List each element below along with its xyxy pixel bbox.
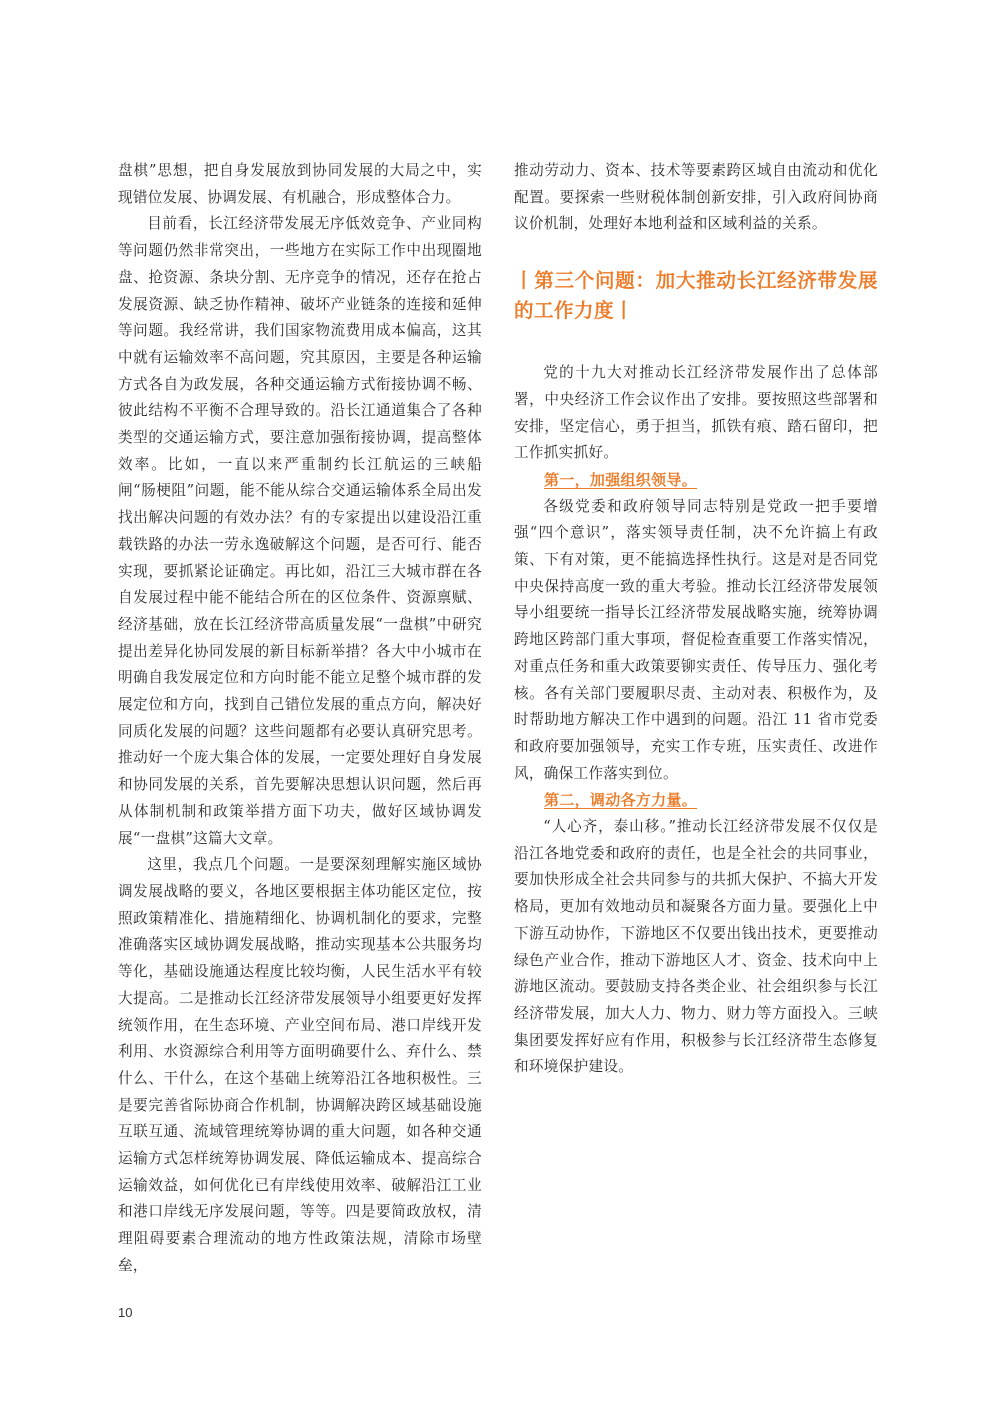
paragraph-leadership: 各级党委和政府领导同志特别是党政一把手要增强“四个意识”，落实领导责任制，决不允许搞上有政策、下有对策，更不能搞选择性执行。这是对是否同党中央保持高度一致的重大考验。推动长江经济带发展领导小组要统一指导长江经济带发展战略实施，统筹协调跨地区跨部门重大事项，督促检查重要工作落实情况，对重点任务和重大政策要铆实责任、传导压力、强化考核。各有关部门要履职尽责、主动对表、积极作为，及时帮助地方解决工作中遇到的问题。沿江 11 省市党委和政府要加强领导，充实工作专班，压实责任、改进作风，确保工作落实到位。 xyxy=(514,497,878,782)
paragraph-current-problems: 目前看，长江经济带发展无序低效竞争、产业同构等问题仍然非常突出，一些地方在实际工作中出现圈地盘、抢资源、条块分割、无序竞争的情况，还存在抢占发展资源、缺乏协作精神、破坏产业链条的连接和延伸等问题。我经常讲，我们国家物流费用成本偏高，这其中就有运输效率不高问题，究其原因，主要是各种运输方式各自为政发展，各种交通运输方式衔接协调不畅、彼此结构不平衡不合理导致的。沿长江通道集合了各种类型的交通运输方式，要注意加强衔接协调，提高整体效率。比如，一直以来严重制约长江航运的三峡船闸“肠梗阻”问题，能不能从综合交通运输体系全局出发找出解决问题的有效办法？有的专家提出以建设沿江重载铁路的办法一劳永逸破解这个问题，是否可行、能否实现，要抓紧论证确定。再比如，沿江三大城市群在各自发展过程中能不能结合所在的区位条件、资源禀赋、经济基础，放在长江经济带高质量发展“一盘棋”中研究提出差异化协同发展的新目标新举措？各大中小城市在明确自我发展定位和方向时能不能立足整个城市群的发展定位和方向，找到自己错位发展的重点方向，解决好同质化发展的问题？这些问题都有必要认真研究思考。推动好一个庞大集合体的发展，一定要处理好自身发展和协同发展的关系，首先要解决思想认识问题，然后再从体制机制和政策举措方面下功夫，做好区域协调发展“一盘棋”这篇大文章。 xyxy=(118,215,482,847)
section-heading-third-problem: 丨第三个问题：加大推动长江经济带发展的工作力度丨 xyxy=(514,269,878,323)
paragraph-mobilize: “人心齐，泰山移。”推动长江经济带发展不仅仅是沿江各地党委和政府的责任，也是全社会的共同事业，要加快形成全社会共同参与的共抓大保护、不搞大开发格局，更加有效地动员和凝聚各方面力量。要强化上中下游互动协作，下游地区不仅要出钱出技术，更要推动绿色产业合作，推动下游地区人才、资金、技术向中上游地区流动。要鼓励支持各类企业、社会组织参与长江经济带发展，加大人力、物力、财力等方面投入。三峡集团要发挥好应有作用，积极参与长江经济带生态修复和环境保护建设。 xyxy=(514,818,878,1076)
left-column xyxy=(118,158,482,1280)
paragraph-continuation: 盘棋”思想，把自身发展放到协同发展的大局之中，实现错位发展、协调发展、有机融合，形成整体合力。 xyxy=(118,162,482,206)
page-number: 10 xyxy=(118,1305,133,1320)
paragraph-deployment: 党的十九大对推动长江经济带发展作出了总体部署，中央经济工作会议作出了安排。要按照这些部署和安排，坚定信心，勇于担当，抓铁有痕、踏石留印，把工作抓实抓好。 xyxy=(514,364,878,462)
subheading-leadership: 第一，加强组织领导。 xyxy=(544,470,698,489)
subheading-mobilize: 第二，调动各方力量。 xyxy=(544,791,698,810)
paragraph-continuation-right: 推动劳动力、资本、技术等要素跨区域自由流动和优化配置。要探索一些财税体制创新安排，引入政府间协商议价机制，处理好本地利益和区域利益的关系。 xyxy=(514,162,878,233)
paragraph-several-issues: 这里，我点几个问题。一是要深刻理解实施区域协调发展战略的要义，各地区要根据主体功能区定位，按照政策精准化、措施精细化、协调机制化的要求，完整准确落实区域协调发展战略，推动实现基本公共服务均等化，基础设施通达程度比较均衡，人民生活水平有较大提高。二是推动长江经济带发展领导小组要更好发挥统领作用，在生态环境、产业空间布局、港口岸线开发利用、水资源综合利用等方面明确要什么、弃什么、禁什么、干什么，在这个基础上统筹沿江各地积极性。三是要完善省际协商合作机制，协调解决跨区域基础设施互联互通、流域管理统筹协调的重大问题，如各种交通运输方式怎样统筹协调发展、降低运输成本、提高综合运输效益，如何优化已有岸线使用效率、破解沿江工业和港口岸线无序发展问题，等等。四是要简政放权，清理阻碍要素合理流动的地方性政策法规，清除市场壁垒， xyxy=(118,856,482,1274)
right-column xyxy=(514,158,878,1081)
